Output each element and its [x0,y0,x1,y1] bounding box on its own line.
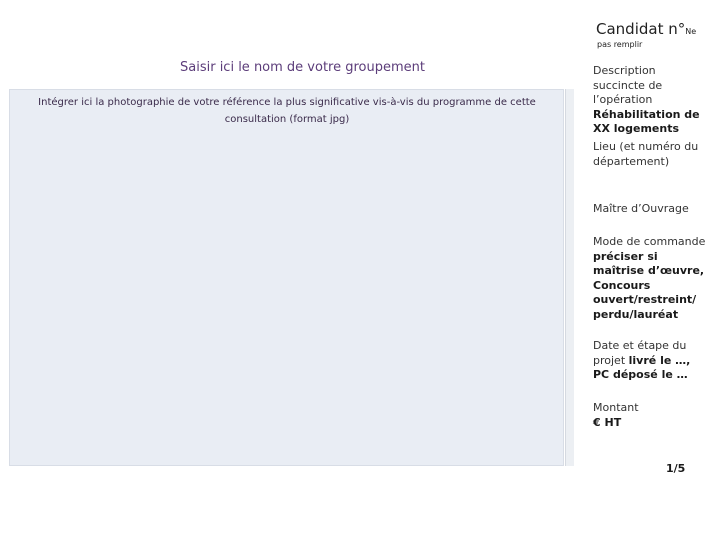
amount-value[interactable]: € HT [593,415,622,429]
description-label: Description succincte de l’opération [593,64,663,106]
description-value[interactable]: Réhabilitation de XX logements [593,107,700,135]
date-permit-value[interactable]: PC déposé le … [593,368,688,381]
order-mode-field [593,235,708,322]
order-mode-label: Mode de commande [593,235,706,248]
location-label[interactable]: Lieu (et numéro du département) [593,140,699,168]
amount-field [593,401,708,430]
date-field [593,339,708,383]
date-delivered-value[interactable]: livré le …, [628,353,691,367]
photo-placeholder-box[interactable] [9,89,564,466]
page-number: 1/5 [666,462,686,475]
candidate-number-label [596,20,696,38]
group-name-placeholder[interactable]: Saisir ici le nom de votre groupement [180,60,425,75]
order-mode-value[interactable]: préciser si maîtrise d’œuvre, Concours ouvert/restreint/ perdu/lauréat [593,249,705,321]
date-label: Date et étape du projet [593,339,687,367]
photo-placeholder-text: Intégrer ici la photographie de votre référence la plus significative vis-à-vis du programme de cette consultation (format jpg) [38,97,536,125]
owner-field [593,202,708,217]
location-field [593,140,708,169]
candidate-number-text: Candidat n° [596,20,686,38]
date-label-line [593,339,708,368]
amount-label: Montant [593,401,639,414]
description-field [593,64,708,137]
photo-side-strip [565,89,574,466]
owner-label[interactable]: Maître d’Ouvrage [593,202,689,215]
candidate-number-sup: Ne [685,27,697,36]
do-not-fill-note: pas remplir [597,40,643,49]
